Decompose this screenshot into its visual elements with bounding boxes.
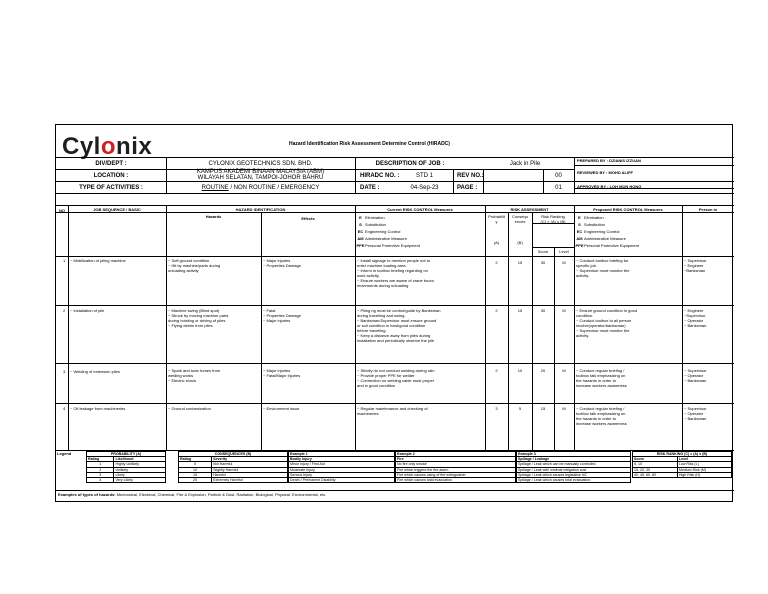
row-3-consequences: 10 bbox=[517, 368, 523, 373]
row-1-current-control: ~ Install signage to mention people not to enter machine loading area. ~ Inform in toolbox briefing regarding on work activity. ~ Ensure workers are aware of crane boom movements during unloading bbox=[357, 258, 434, 288]
col-consequences: Consequ ences bbox=[511, 214, 528, 224]
div-dept-value: CYLONIX GEOTECHNICS SDN. BHD. bbox=[208, 161, 313, 167]
rev-value: 00 bbox=[555, 173, 562, 179]
row-3-proposed-control: ~ Conduct regular briefing / toolbox talk emphasizing on the hazards in order to increase workers awareness bbox=[576, 368, 627, 388]
col-effects: Effects bbox=[301, 216, 315, 221]
row-1-score: 30 bbox=[540, 260, 546, 265]
col-no: NO bbox=[59, 208, 65, 213]
row-2-score: 30 bbox=[540, 308, 546, 313]
location-value-2: WILAYAH SELATAN, TAMPOI-JOHOR BAHRU bbox=[197, 175, 324, 181]
row-2-proposed-control: ~ Ensure ground condition in good condition. ~ Conduct toolbox to all person involve(operator/banksman) ~ Supervisor must monitor the activity. bbox=[576, 308, 638, 338]
row-3-effects: ~ Major injuries ~ Fatal/Major injuries bbox=[263, 368, 301, 378]
col-hazard-identification: HAZARD IDENTIFICATION bbox=[235, 207, 286, 212]
row-4-consequences: 5 bbox=[518, 406, 522, 411]
col-hazards: Hazards bbox=[205, 214, 222, 219]
description-value: Jack in Pile bbox=[509, 161, 541, 167]
col-proposed-control: Proposed RISK CONTROL Measures bbox=[593, 207, 663, 212]
page-value: 01 bbox=[555, 185, 562, 191]
legend-label: Legend bbox=[57, 451, 72, 456]
rev-label: REV NO.: bbox=[457, 173, 484, 179]
proposed-control-hierarchy: E Elimination S Substitution EC Engineering Control AMAdministrative Measure PPEPersonal Protective Equipment bbox=[575, 215, 639, 248]
logo-o-accent: o bbox=[100, 133, 117, 160]
row-3-hazards: ~ Spark and toxic fumes from welding works ~ Electric shock bbox=[168, 368, 221, 383]
probability-legend: PROBABILITY (A) Rating Likelihood 1 Highly Unlikely 2 Unlikely 3 Likely 4 Very Likely bbox=[86, 451, 166, 483]
row-1-consequences: 15 bbox=[517, 260, 523, 265]
description-label: DESCRIPTION OF JOB : bbox=[375, 161, 445, 167]
hiradc-sheet bbox=[55, 124, 733, 502]
hiradc-label: HIRADC NO. : bbox=[360, 173, 400, 179]
row-4-probability: 3 bbox=[495, 406, 498, 411]
col-risk-assessment: RISK ASSESSMENT bbox=[510, 207, 549, 212]
row-2-job: ~ Installation of pile bbox=[70, 308, 105, 313]
row-3-person-in: ~ Supervisor ~ Operator ~ Banksman bbox=[684, 368, 707, 383]
hiradc-value: STD 1 bbox=[415, 173, 433, 179]
row-3-score: 20 bbox=[540, 368, 546, 373]
location-value-1: KAMPUS AKADEMI BINAAN MALAYSIA (ABM) bbox=[196, 169, 325, 175]
row-4-hazards: ~ Ground contamination bbox=[168, 406, 211, 411]
document-title: Hazard Identification Risk Assessment Determine Control (HIRADC) bbox=[289, 141, 450, 147]
row-2-person-in: ~ Engineer ~Supervisor ~ Operator ~ Banksman bbox=[684, 308, 707, 328]
example-2-legend: Example 2 Fire No fire only smoke Fire which triggers the fire alarm Fire which causes using of fire extinguisher Fire which causes total evacuation bbox=[395, 451, 516, 483]
row-2-probability: 2 bbox=[495, 308, 498, 313]
row-1-job: ~ Mobilization of piling machine bbox=[70, 258, 126, 263]
row-2-hazards: ~ Machine swing (Blind spot) ~ Struck by moving machine parts during hoisting or driving of piles ~ Flying debris from piles bbox=[168, 308, 229, 328]
risk-ranking-legend: RISK RANKING (C) = (A) x (B) Score Level 5, 10 Low Risk (L) 15, 20, 30 Medium Risk (M) 40, 45, 60, 80 High Risk (H) bbox=[632, 451, 732, 478]
row-1-no: 1 bbox=[63, 258, 66, 263]
row-4-score: 15 bbox=[540, 406, 546, 411]
row-1-proposed-control: ~ Conduct toolbox briefing for specific job. ~ Supervisor must monitor the activity. bbox=[576, 258, 630, 278]
col-job-sequence: JOB SEQUENCE / BASIC bbox=[93, 207, 141, 212]
row-2-effects: ~ Fatal ~ Properties Damage ~ Major injuries bbox=[263, 308, 301, 323]
hazard-types-examples: Examples of types of hazards: Mechanical, Electrical, Chemical, Fire & Explosion, Particle & Dust, Radiation, Biological, Physical, Environmental, etc. bbox=[58, 492, 327, 497]
approved-by: APPROVED BY : LOH MUN HONG bbox=[577, 184, 642, 189]
col-risk-ranking: Risk Ranking (C) × (A) x (B) bbox=[540, 214, 566, 224]
location-label: LOCATION : bbox=[93, 173, 129, 179]
consequences-legend: CONSEQUENCES (B) Rating Severity 5 Not Harmful 10 Slightly Harmful 15 Harmful 20 Extremely Harmful bbox=[178, 451, 288, 483]
row-1-level: M bbox=[562, 260, 566, 265]
row-4-proposed-control: ~ Conduct regular briefing / toolbox talk emphasizing on the hazards in order to increase workers awareness bbox=[576, 406, 627, 426]
row-4-current-control: ~ Regular maintenance and checking of machineries bbox=[357, 406, 428, 416]
col-score: Score bbox=[537, 249, 549, 254]
row-2-no: 2 bbox=[63, 308, 66, 313]
row-3-current-control: ~ Strictly do not conduct welding during rain ~ Provide proper PPE for welder ~ Connection on welding cable must proper and in good condition bbox=[357, 368, 435, 388]
cylonix-logo: Cylonix bbox=[62, 133, 153, 160]
page-label: PAGE : bbox=[457, 185, 478, 191]
div-dept-label: DIV/DEPT : bbox=[95, 161, 127, 167]
example-1-legend: Example 1 Bodily Injury Minor Injury / First Aid Moderate Injury Serious Injury Death / Permanent Disability bbox=[288, 451, 395, 483]
activities-label: TYPE OF ACTIVITIES : bbox=[79, 185, 143, 191]
col-person-in: Person in bbox=[698, 207, 718, 212]
date-label: DATE : bbox=[360, 185, 380, 191]
row-2-consequences: 15 bbox=[517, 308, 523, 313]
col-probability: Probabilit y bbox=[488, 214, 505, 224]
row-2-current-control: ~ Piling rig must be control/guide by Banksman during travelling and swing. ~ Banksman/Supervisor must ensure ground or soil condition in hard/good condition before travelling. ~ Keep a distance away from piles during installation and periodically observe the pile bbox=[357, 308, 441, 343]
row-1-effects: ~ Major injuries ~ Properties Damage bbox=[263, 258, 301, 268]
current-control-hierarchy: E Elimination S Substitution EC Engineering Control AMAdministrative Measure PPEPersonal Protective Equipment bbox=[356, 215, 420, 248]
row-4-no: 4 bbox=[63, 406, 66, 411]
col-b: (B) bbox=[517, 240, 523, 245]
row-3-level: M bbox=[562, 368, 566, 373]
row-3-no: 3 bbox=[63, 369, 66, 374]
col-current-control: Current RISK CONTROL Measures bbox=[387, 207, 453, 212]
col-level: Level bbox=[559, 249, 569, 254]
col-a: (A) bbox=[493, 240, 500, 245]
row-1-person-in: ~ Supervisor ~ Engineer ~Banksman bbox=[684, 258, 707, 273]
row-4-job: ~ Oil leakage from machineries bbox=[70, 406, 126, 411]
row-3-probability: 2 bbox=[495, 368, 498, 373]
row-1-hazards: ~ Soft ground condition ~ Hit by machine/parts during unloading activity bbox=[168, 258, 221, 273]
reviewed-by: REVIEWED BY : MOHD ALIFF bbox=[577, 170, 633, 175]
row-4-effects: ~ Environment issue bbox=[263, 406, 300, 411]
date-value: 04-Sep-23 bbox=[410, 185, 439, 191]
row-1-probability: 2 bbox=[495, 260, 498, 265]
prepared-by: PREPARED BY : DZIANIS IZZUAN bbox=[577, 158, 641, 163]
row-4-level: M bbox=[562, 406, 566, 411]
row-4-person-in: ~ Supervisor ~ Operator ~ Banksman bbox=[684, 406, 707, 421]
activities-value: ROUTINE / NON ROUTINE / EMERGENCY bbox=[201, 185, 320, 191]
row-3-job: ~ Welding of extension piles bbox=[70, 369, 120, 374]
row-2-level: M bbox=[562, 308, 566, 313]
example-3-legend: Example 3 Spillage / Leakage Spillage / Leak which can be manually controlled Spillage / Leak with minimal mitigation cost Spillage / Leak which causes legislative NC Spillage / Leak which causes total evacuation bbox=[516, 451, 631, 483]
